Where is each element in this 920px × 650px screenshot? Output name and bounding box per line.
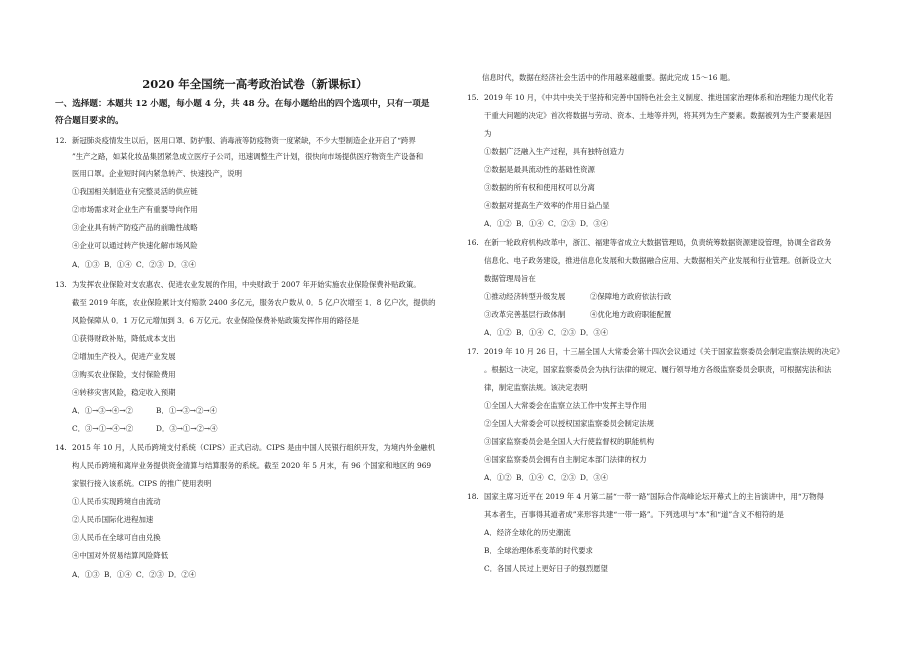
answer-choice: B．①④ [104,260,132,269]
answer-choice: C．②③ [548,219,576,228]
question-stem-line: 2015 年 10 月，人民币跨境支付系统（CIPS）正式启动。CIPS 是由中国人民银行组织开发，为境内外金融机 [72,443,436,452]
answer-choice: D．③④ [580,473,609,482]
section-header-line-2: 符合题目要求的。 [55,116,124,126]
question-option: ②数据是最具流动性的基础性资源 [484,165,595,174]
question-stem-line: 数据管理局旨在 [484,274,536,283]
answer-choice: C．③→①→④→② [72,424,134,433]
question-option: ④企业可以通过转产快速化解市场风险 [72,241,198,250]
question-stem-line: 其本者生，百事得其道者成”来形容共建“一带一路”。下列选项与“本”和“道”含义不相符的是 [484,510,784,519]
question-option: ④转移灾害风险，稳定收入预期 [72,388,176,397]
question-stem-line: 信息化、电子政务建设，推进信息化发展和大数据融合应用、大数据相关产业发展和行业管理。创新设立大 [484,256,832,265]
question-stem-line: 律，制定监察法规。该决定表明 [484,383,588,392]
answer-choice: C．②③ [136,260,164,269]
question-option: ①获得财政补贴，降低成本支出 [72,334,176,343]
answer-choice: B．①④ [516,473,544,482]
question-option: C．各国人民过上更好日子的强烈愿望 [484,564,608,573]
question-option: ③购买农业保险，支付保险费用 [72,370,176,379]
question-stem-line: 。根据这一决定，国家监察委员会为执行法律的规定、履行领导地方各级监察委员会职责，可根据宪法和法 [484,365,832,374]
question-option: ③国家监察委员会是全国人大行使监督权的职能机构 [484,437,654,446]
question-option: ④数据对提高生产效率的作用日益凸显 [484,201,610,210]
question-number: 16. [467,238,479,247]
question-option: ②市场需求对企业生产有重要导向作用 [72,205,198,214]
question-number: 15. [467,93,479,102]
question-option: ①人民币实现跨境自由流动 [72,497,161,506]
answer-choice: C．②③ [136,570,164,579]
page-title: 2020 年全国统一高考政治试卷（新课标Ⅰ） [142,77,368,91]
answer-choice: A．①③ [72,570,100,579]
question-stem-line: 2019 年 10 月 26 日，十三届全国人大常委会第十四次会议通过《关于国家监察委员会制定监察法规的决定》 [484,347,844,356]
question-option: A．经济全球化的历史潮流 [484,528,571,537]
answer-choice: D．③④ [168,260,197,269]
answer-choice: B．①④ [104,570,132,579]
question-option: ①我国相关制造业有完整灵活的供应链 [72,187,198,196]
question-option: ①推动经济转型升级发展 [484,292,566,301]
question-option: ②全国人大常委会可以授权国家监察委员会制定法规 [484,419,654,428]
question-stem-line: 在新一轮政府机构改革中，浙江、福建等省成立大数据管理局，负责统筹数据资源建设管理，协调全省政务 [484,238,832,247]
answer-choice: A．①② [484,473,512,482]
answer-choice: C．②③ [548,473,576,482]
question-number: 18. [467,492,479,501]
question-option: ④优化地方政府职能配置 [590,310,672,319]
question-stem-line: 截至 2019 年底，农业保险累计支付赔款 2400 多亿元，服务农户数从 0．5 亿户次增至 1．8 亿户次，提供的 [72,298,436,307]
answer-choice: C．②③ [548,328,576,337]
passage-intro: 信息时代，数据在经济社会生活中的作用越来越重要。据此完成 15～16 题。 [482,73,735,82]
answer-choice: D．③→①→②→④ [156,424,218,433]
question-stem-line: 国家主席习近平在 2019 年 4 月第二届“一带一路”国际合作高峰论坛开幕式上的主旨演讲中，用“万物得 [484,492,824,501]
question-option: ②保障地方政府依法行政 [590,292,672,301]
question-stem-line: 医用口罩。企业短时间内紧急转产、快速投产，说明 [72,169,242,178]
question-stem-line: 家银行接入该系统。CIPS 的推广使用表明 [72,479,212,488]
question-stem-line: 构人民币跨境和离岸业务提供资金清算与结算服务的系统。截至 2020 年 5 月末，有 96 个国家和地区的 969 [72,461,432,470]
answer-choice: D．③④ [580,328,609,337]
question-option: ③企业具有转产防疫产品的前瞻性战略 [72,223,198,232]
question-option: ②增加生产投入，促进产业发展 [72,352,176,361]
question-stem-line: ”生产之路，如某化妆品集团紧急成立医疗子公司，迅速调整生产计划，很快向市场提供医疗物资生产设备和 [72,152,424,161]
question-option: ①全国人大常委会在监察立法工作中发挥主导作用 [484,401,647,410]
question-number: 17. [467,347,479,356]
question-option: ①数据广泛融入生产过程，具有独特创造力 [484,147,625,156]
question-option: ④中国对外贸易结算风险降低 [72,551,169,560]
question-option: ③人民币在全球可自由兑换 [72,533,161,542]
question-number: 13. [55,280,67,289]
answer-choice: A．①② [484,219,512,228]
question-option: ②人民币国际化进程加速 [72,515,154,524]
answer-choice: B．①④ [516,328,544,337]
question-option: ④国家监察委员会拥有自主制定本部门法律的权力 [484,455,647,464]
answer-choice: D．③④ [580,219,609,228]
question-stem-line: 为发挥农业保险对支农惠农、促进农业发展的作用，中央财政于 2007 年开始实施农业保险保费补贴政策。 [72,280,421,289]
answer-choice: A．①→③→④→② [72,406,133,415]
question-stem-line: 新冠肺炎疫情发生以后，医用口罩、防护服、消毒液等防疫物资一度紧缺，不少大型制造企业开启了“跨界 [72,136,416,145]
answer-choice: B．①→③→②→④ [156,406,217,415]
answer-choice: A．①② [484,328,512,337]
question-stem-line: 2019 年 10 月，《中共中央关于坚持和完善中国特色社会主义制度、推进国家治理体系和治理能力现代化若 [484,93,834,102]
question-option: ③数据的所有权和使用权可以分离 [484,183,595,192]
question-stem-line: 干重大问题的决定》首次将数据与劳动、资本、土地等并列，将其列为生产要素。数据被列为生产要素是因 [484,111,832,120]
question-option: ③改革完善基层行政体制 [484,310,566,319]
answer-choice: B．①④ [516,219,544,228]
question-number: 12. [55,136,67,145]
question-number: 14. [55,443,67,452]
question-stem-line: 为 [484,129,492,138]
section-header-line-1: 一、选择题：本题共 12 小题，每小题 4 分，共 48 分。在每小题给出的四个选项中，只有一项是 [55,99,430,109]
question-option: B．全球治理体系变革的时代要求 [484,546,593,555]
answer-choice: D．②④ [168,570,197,579]
question-stem-line: 风险保障从 0．1 万亿元增加到 3．6 万亿元。农业保险保费补贴政策发挥作用的路径是 [72,316,359,325]
answer-choice: A．①③ [72,260,100,269]
